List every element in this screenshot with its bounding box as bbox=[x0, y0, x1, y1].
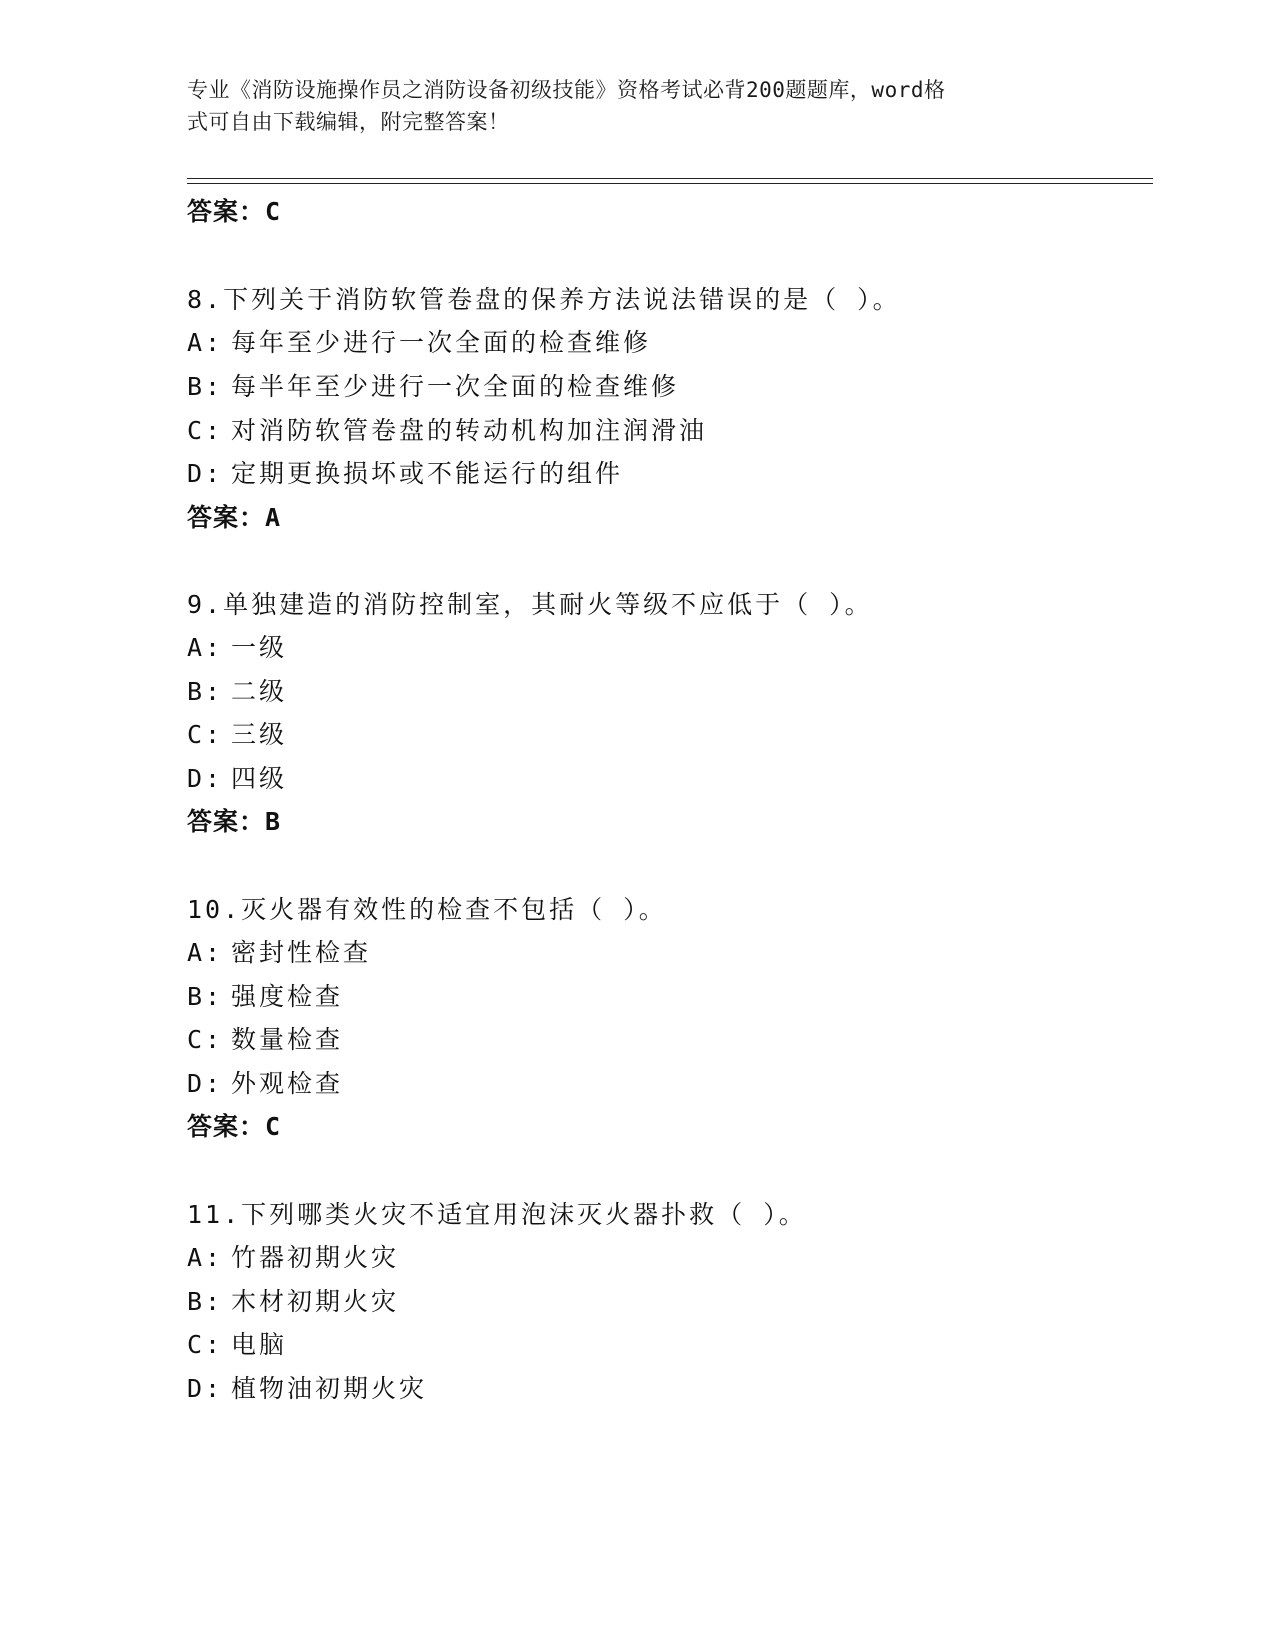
question-11-option-a bbox=[187, 1238, 399, 1274]
question-11-option-b bbox=[187, 1282, 399, 1318]
option-text: 定期更换损坏或不能运行的组件 bbox=[231, 459, 624, 488]
option-text: 植物油初期火灾 bbox=[231, 1374, 428, 1403]
question-8-option-a bbox=[187, 323, 651, 359]
option-text: 密封性检查 bbox=[231, 938, 372, 967]
question-9-stem: 9.单独建造的消防控制室，其耐火等级不应低于（ ）。 bbox=[187, 590, 873, 619]
option-key: C: bbox=[187, 1025, 224, 1054]
option-key: D: bbox=[187, 459, 224, 488]
option-text: 强度检查 bbox=[231, 982, 344, 1011]
option-text: 外观检查 bbox=[231, 1069, 344, 1098]
document-header bbox=[187, 74, 1067, 138]
question-8-answer: 答案：A bbox=[187, 503, 282, 532]
option-text: 三级 bbox=[231, 720, 288, 749]
question-9-option-a bbox=[187, 628, 287, 664]
option-key: C: bbox=[187, 1330, 224, 1359]
question-9-answer: 答案：B bbox=[187, 807, 282, 836]
question-9-option-b bbox=[187, 672, 287, 708]
question-8-option-d bbox=[187, 454, 623, 490]
question-8-stem: 8.下列关于消防软管卷盘的保养方法说法错误的是（ ）。 bbox=[187, 285, 901, 314]
question-10-option-a bbox=[187, 933, 371, 969]
question-10-option-b bbox=[187, 977, 343, 1013]
option-text: 对消防软管卷盘的转动机构加注润滑油 bbox=[231, 416, 708, 445]
question-10-answer: 答案：C bbox=[187, 1112, 282, 1141]
option-key: D: bbox=[187, 1069, 224, 1098]
question-11-stem: 11.下列哪类火灾不适宜用泡沫灭火器扑救（ ）。 bbox=[187, 1200, 807, 1229]
option-key: B: bbox=[187, 677, 224, 706]
question-10-option-d bbox=[187, 1064, 343, 1100]
question-10-option-c bbox=[187, 1020, 343, 1056]
option-key: B: bbox=[187, 372, 224, 401]
option-key: D: bbox=[187, 764, 224, 793]
option-text: 竹器初期火灾 bbox=[231, 1243, 400, 1272]
previous-answer: 答案：C bbox=[187, 197, 282, 226]
question-9-option-d bbox=[187, 759, 287, 795]
option-key: C: bbox=[187, 720, 224, 749]
option-key: D: bbox=[187, 1374, 224, 1403]
option-key: C: bbox=[187, 416, 224, 445]
option-text: 每半年至少进行一次全面的检查维修 bbox=[231, 372, 680, 401]
option-key: B: bbox=[187, 982, 224, 1011]
header-rule-bottom bbox=[187, 183, 1153, 184]
option-key: A: bbox=[187, 328, 224, 357]
option-text: 每年至少进行一次全面的检查维修 bbox=[231, 328, 652, 357]
question-11-option-c bbox=[187, 1325, 287, 1361]
option-text: 数量检查 bbox=[231, 1025, 344, 1054]
question-9-option-c bbox=[187, 715, 287, 751]
header-line-1: 专业《消防设施操作员之消防设备初级技能》资格考试必背200题题库，word格 bbox=[187, 78, 946, 102]
option-text: 四级 bbox=[231, 764, 288, 793]
option-text: 二级 bbox=[231, 677, 288, 706]
option-text: 木材初期火灾 bbox=[231, 1287, 400, 1316]
option-text: 电脑 bbox=[231, 1330, 288, 1359]
question-8-option-c bbox=[187, 411, 707, 447]
option-text: 一级 bbox=[231, 633, 288, 662]
option-key: A: bbox=[187, 1243, 224, 1272]
question-8-option-b bbox=[187, 367, 679, 403]
option-key: A: bbox=[187, 938, 224, 967]
question-11-option-d bbox=[187, 1369, 427, 1405]
option-key: A: bbox=[187, 633, 224, 662]
question-10-stem: 10.灭火器有效性的检查不包括（ ）。 bbox=[187, 895, 667, 924]
option-key: B: bbox=[187, 1287, 224, 1316]
header-line-2: 式可自由下载编辑，附完整答案！ bbox=[187, 110, 510, 134]
header-rule-top bbox=[187, 178, 1153, 179]
